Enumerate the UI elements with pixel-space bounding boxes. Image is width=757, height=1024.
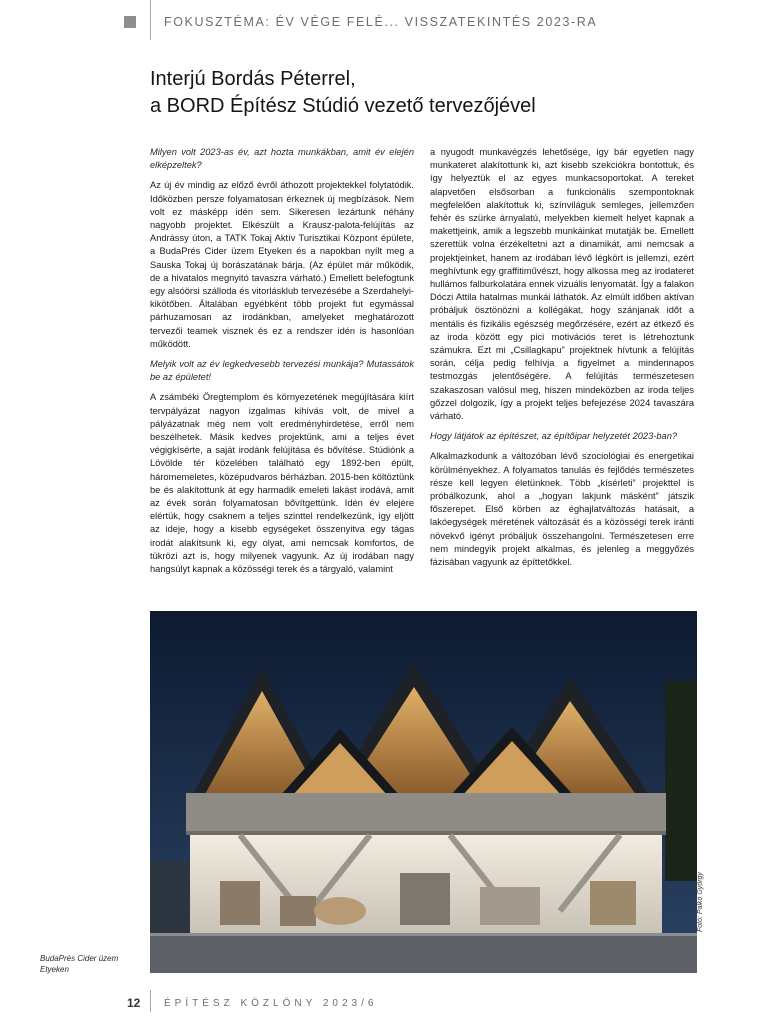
interview-question: Hogy látjátok az építészet, az építőipar helyzetét 2023-ban? <box>430 431 678 442</box>
page-number: 12 <box>127 996 141 1010</box>
building-photo <box>150 611 697 973</box>
photo-caption: BudaPrés Cider üzem Etyeken <box>40 954 119 974</box>
interview-answer: a nyugodt munkavégzés lehetősége, így bár egyetlen nagy munkateret alakítottunk ki, azt kisebb szekciókra bontottuk, és így helyeztük el az egyes munkacsoportokat. A tereket alapvetően elsősorban a funkcionális szempontoknak megfelelően alakítottuk ki, színviláguk semleges, jellemzően fehér és szürke árnyalatú, melyekben kiemelt helyet kapnak a makettjeink, amik a legszebb munkáinkat mutatják be. Emellett szerettük volna érzékeltetni azt a dinamikát, ami nemcsak a projektjeinket, hanem az irodában lévő légkört is jellemzi, ezért meghívtunk egy graffitiművészt, hogy alkossa meg az irodateret hullámos falburkolatára ennek vizuális lenyomatát. Így a falakon Dóczi Attila hatalmas munkái láthatók. Az elmúlt időben aktívan próbáljuk ösztönözni a kollégákat, hogy szánjanak időt a mentális és fizikális egészség megőrzésére, ezért az étkező és az iroda között egy pici motivációs teret is létrehoztunk számukra. Ezt mi „Csillagkapu” projektnek hívtunk a felújítás során, célja pedig felhívja a figyelmet a mindennapos testmozgás jelentőségére. A felújítás természetesen szakaszosan valósul meg, hiszen mindeközben az iroda teljes gőzzel dolgozik, így a projekt teljes befejezése 2024 tavaszára várható. <box>430 147 694 422</box>
article-title-line2: a BORD Építész Stúdió vezető tervezőjével <box>150 95 536 117</box>
forecourt <box>150 933 697 973</box>
magazine-name: ÉPÍTÉSZ KÖZLÖNY 2023/6 <box>164 998 378 1009</box>
photo-credit: Fotó: Palkó György <box>697 872 704 932</box>
header-square-icon <box>124 16 136 28</box>
footer-divider <box>150 990 151 1012</box>
left-column <box>150 146 414 583</box>
interview-answer: A zsámbéki Öregtemplom és környezetének megújítására kiírt tervpályázat nagyon izgalmas kihívás volt, de mivel a pályázatnak még nem volt eredményhirdetése, erről nem beszélhetek. Másik kedves projektünk, ami a teljes évet végigkísérte, a saját irodánk felújítása és bővítése. Stúdiónk a Lövölde tér közelében található egy 1892-ben épült, háromemeletes, középudvaros bérházban. 2015-ben költöztünk be és alakítottunk át egy harmadik emeleti lakást irodává, amit az évek során folyamatosan bővítgettünk. Idén év elejére elértük, hogy csaknem a teljes szinttel rendelkezünk, így eljött az ideje, hogy a kisebb egységeket összenyitva egy tágas irodát alakítsunk ki, egy olyat, ami nemcsak komfortos, de tükrözi azt is, hogy milyenek vagyunk. Az új irodában nagy hangsúlyt kapnak a közösségi terek és a tárgyaló, valamint <box>150 392 414 575</box>
cider-plant-illustration <box>150 611 697 973</box>
header-divider <box>150 0 151 40</box>
article-title <box>150 66 690 120</box>
section-header: FOKUSZTÉMA: ÉV VÉGE FELÉ... VISSZATEKINTÉS 2023-RA <box>164 15 598 29</box>
interview-question: Milyen volt 2023-as év, azt hozta munkákban, amit év elején elképzeltek? <box>150 147 414 171</box>
right-column <box>430 146 694 576</box>
interview-answer: Az új év mindig az előző évről áthozott projektekkel folytatódik. Időközben persze folyamatosan érkeznek új megbízások. Nem volt ez másképp idén sem. Sikeresen lezártunk néhány nagyobb projektet. Elkészült a Krausz-palota-felújítás az Andrássy úton, a TATK Tokaj Aktív Turisztikai Központ épülete, a BudaPrés Cider üzem Etyeken és a napokban nyílt meg a Sauska Tokaj új borászatának bárja. (Az épület már működik, de a hivatalos megnyitó tavaszra várható.) Emellett belefogtunk egy alsóörsi szálloda és vitorlásklub tervezésébe a Szerdahelyi-kikötőben. Általában egyébként több projekt fut egymással párhuzamosan az irodánkban, amelyeket meghatározott tervezői teamek visznek és ez a rendszer idén is hasonlóan működött. <box>150 180 414 349</box>
interview-answer: Alkalmazkodunk a változóban lévő szociológiai és energetikai körülményekhez. A folyamatos tanulás és fejlődés természetes része kell legyen életünknek. Több „kísérleti” projekttel is próbálkozunk, ahol a „hogyan lakjunk másként” játszik főszerepet. Első körben az éghajlatváltozás hatásait, a lakóegységek méretének változását és a közösségi terek iránti növekvő igényt próbáljuk összehangolni. Természetesen erre nem mindegyik projekt alkalmas, és jelenleg a meggyőzés fázisában vagyunk az építtetőkkel. <box>430 451 694 568</box>
interview-question: Melyik volt az év legkedvesebb tervezési munkája? Mutassátok be az épületet! <box>150 359 414 383</box>
article-title-line1: Interjú Bordás Péterrel, <box>150 68 356 90</box>
truck <box>150 861 190 933</box>
trees <box>665 681 697 881</box>
concrete-beam <box>186 793 666 833</box>
